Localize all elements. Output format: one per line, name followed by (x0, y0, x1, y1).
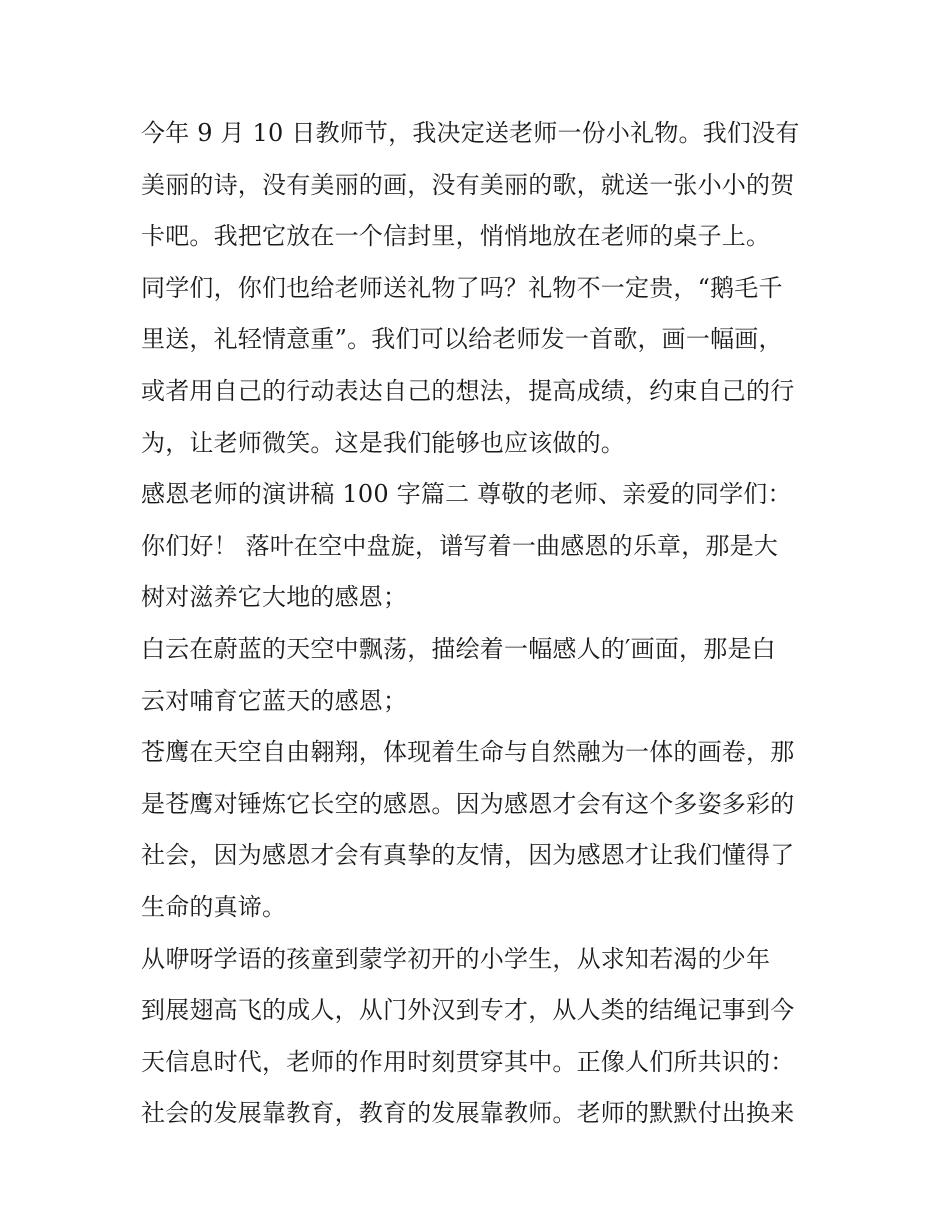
text-line: 社会的发展靠教育，教育的发展靠教师。老师的默默付出换来 (141, 1099, 795, 1128)
text-line: 云对哺育它蓝天的感恩； (141, 686, 408, 715)
text-line: 天信息时代，老师的作用时刻贯穿其中。正像人们所共识的： (141, 1047, 795, 1076)
text-line: 感恩老师的演讲稿 100 字篇二 尊敬的老师、亲爱的同学们： (141, 480, 792, 509)
text-line: 生命的真谛。 (141, 892, 287, 921)
text-line: 是苍鹰对锤炼它长空的感恩。因为感恩才会有这个多姿多彩的 (141, 789, 795, 818)
text-line: 或者用自己的行动表达自己的想法，提高成绩，约束自己的行 (141, 376, 795, 405)
text-line: 到展翅高飞的成人，从门外汉到专才，从人类的结绳记事到今 (141, 996, 795, 1025)
text-line: 为，让老师微笑。这是我们能够也应该做的。 (141, 428, 625, 457)
text-line: 从咿呀学语的孩童到蒙学初开的小学生，从求知若渴的少年 (141, 944, 771, 973)
text-line: 里送，礼轻情意重”。我们可以给老师发一首歌，画一幅画， (141, 325, 783, 354)
text-line: 同学们，你们也给老师送礼物了吗？礼物不一定贵，“鹅毛千 (141, 273, 783, 302)
document-body (141, 108, 821, 1140)
text-line: 苍鹰在天空自由翱翔，体现着生命与自然融为一体的画卷，那 (141, 738, 795, 767)
text-line: 卡吧。我把它放在一个信封里，悄悄地放在老师的桌子上。 (141, 222, 771, 251)
text-line: 社会，因为感恩才会有真挚的友情，因为感恩才让我们懂得了 (141, 841, 795, 870)
text-line: 美丽的诗，没有美丽的画，没有美丽的歌，就送一张小小的贺 (141, 170, 795, 199)
text-line: 今年 9 月 10 日教师节，我决定送老师一份小礼物。我们没有 (141, 119, 800, 147)
text-line: 白云在蔚蓝的天空中飘荡，描绘着一幅感人的′画面，那是白 (141, 634, 776, 663)
text-line: 树对滋养它大地的感恩； (141, 583, 408, 612)
text-line: 你们好！ 落叶在空中盘旋，谱写着一曲感恩的乐章，那是大 (141, 531, 779, 560)
